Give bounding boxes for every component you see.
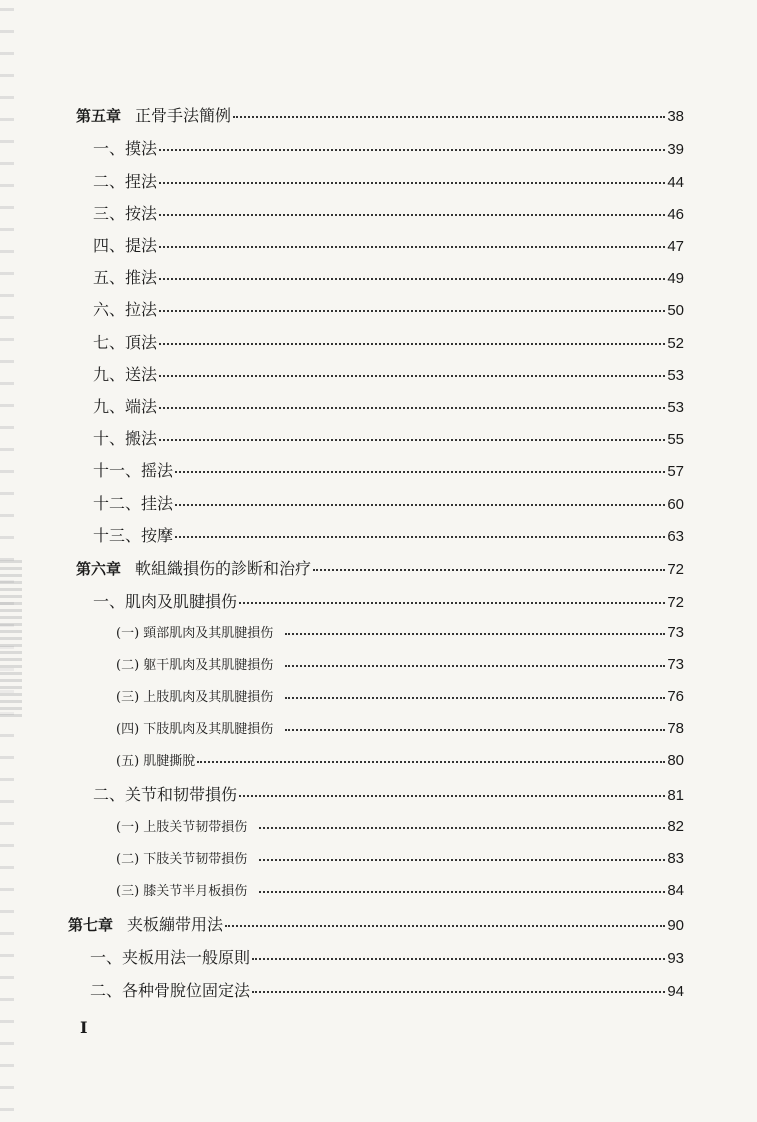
dot-leader [233,116,665,118]
toc-entry [93,589,684,612]
dot-leader [252,991,665,993]
entry-page: 49 [667,270,684,287]
toc-entry [76,103,684,126]
dot-leader [225,925,665,927]
dot-leader [175,471,665,473]
toc-entry [116,654,684,673]
entry-title: 二、捏法 [93,172,158,191]
entry-page: 72 [667,561,684,578]
entry-page: 63 [667,528,684,545]
toc-entry [116,848,684,867]
entry-page: 90 [667,917,684,934]
entry-page: 57 [667,463,684,480]
entry-page: 83 [667,850,684,867]
entry-page: 76 [667,688,684,705]
dot-leader [313,569,665,571]
toc-entry [93,169,684,192]
dot-leader [259,827,665,829]
entry-page: 53 [667,367,684,384]
toc-entry [90,978,684,1001]
toc-entry [93,233,684,256]
entry-page: 80 [667,752,684,769]
toc-entry [93,491,684,514]
toc-entry [93,330,684,353]
toc-entry [76,556,684,579]
toc-entry [93,394,684,417]
dot-leader [159,343,665,345]
dot-leader [259,859,665,861]
entry-page: 50 [667,302,684,319]
toc-entry [93,426,684,449]
entry-page: 60 [667,496,684,513]
dot-leader [159,310,665,312]
entry-title: (三) 膝关节半月板損伤 [116,884,248,899]
entry-title: 十三、按摩 [93,526,174,545]
entry-title: (五) 肌腱撕脫 [116,754,196,769]
entry-title: 一、夹板用法一般原則 [90,948,251,967]
entry-page: 78 [667,720,684,737]
toc-entry [93,523,684,546]
dot-leader [197,761,665,763]
dot-leader [239,602,665,604]
entry-page: 39 [667,141,684,158]
binding-shadow [0,560,22,720]
dot-leader [175,536,665,538]
entry-title: 一、摸法 [93,139,158,158]
entry-title: (一) 頸部肌肉及其肌腱損伤 [116,626,274,641]
dot-leader [159,182,665,184]
entry-page: 93 [667,950,684,967]
entry-page: 46 [667,206,684,223]
entry-title: 二、各种骨脫位固定法 [90,981,251,1000]
dot-leader [159,439,665,441]
dot-leader [159,278,665,280]
toc-entry [116,622,684,641]
entry-title: 三、按法 [93,204,158,223]
dot-leader [159,407,665,409]
dot-leader [285,633,665,635]
chapter-label: 第六章 [76,560,122,578]
dot-leader [285,697,665,699]
entry-page: 73 [667,624,684,641]
entry-title: 二、关节和韧带損伤 [93,785,238,804]
entry-title: 六、拉法 [93,300,158,319]
entry-page: 84 [667,882,684,899]
dot-leader [175,504,665,506]
entry-title: 正骨手法簡例 [135,106,232,125]
dot-leader [159,246,665,248]
entry-title: (一) 上肢关节韧带損伤 [116,820,248,835]
entry-title: (二) 下肢关节韧带損伤 [116,852,248,867]
entry-page: 38 [667,108,684,125]
dot-leader [159,214,665,216]
entry-title: (二) 躯干肌肉及其肌腱損伤 [116,658,274,673]
dot-leader [252,958,665,960]
entry-title: 九、端法 [93,397,158,416]
dot-leader [159,375,665,377]
entry-page: 52 [667,335,684,352]
entry-page: 72 [667,594,684,611]
entry-page: 94 [667,983,684,1000]
entry-page: 82 [667,818,684,835]
entry-page: 47 [667,238,684,255]
toc-entry [116,750,684,769]
toc-entry [93,297,684,320]
toc-entry [93,362,684,385]
dot-leader [239,795,665,797]
toc-entry [116,686,684,705]
entry-title: 七、頂法 [93,333,158,352]
entry-page: 53 [667,399,684,416]
toc-entry [116,718,684,737]
entry-title: 一、肌肉及肌腱損伤 [93,592,238,611]
entry-title: 十、搬法 [93,429,158,448]
toc-entry [93,458,684,481]
entry-title: 十二、挂法 [93,494,174,513]
entry-page: 81 [667,787,684,804]
toc-entry [116,880,684,899]
entry-title: 九、送法 [93,365,158,384]
entry-page: 73 [667,656,684,673]
toc-entry [68,912,684,935]
entry-title: 夹板繃带用法 [127,915,224,934]
entry-title: 十一、摇法 [93,461,174,480]
entry-title: 四、提法 [93,236,158,255]
dot-leader [259,891,665,893]
toc-entry [93,136,684,159]
entry-title: 五、推法 [93,268,158,287]
chapter-label: 第七章 [68,916,114,934]
dot-leader [285,729,665,731]
dot-leader [159,149,665,151]
entry-page: 44 [667,174,684,191]
toc-entry [90,945,684,968]
page-number-mark: I [80,1018,88,1037]
entry-title: (四) 下肢肌肉及其肌腱損伤 [116,722,274,737]
entry-title: (三) 上肢肌肉及其肌腱損伤 [116,690,274,705]
chapter-label: 第五章 [76,107,122,125]
entry-page: 55 [667,431,684,448]
dot-leader [285,665,665,667]
toc-entry [116,816,684,835]
entry-title: 軟組織損伤的診断和治疗 [135,559,312,578]
toc-entry [93,201,684,224]
toc-entry [93,782,684,805]
toc-entry [93,265,684,288]
